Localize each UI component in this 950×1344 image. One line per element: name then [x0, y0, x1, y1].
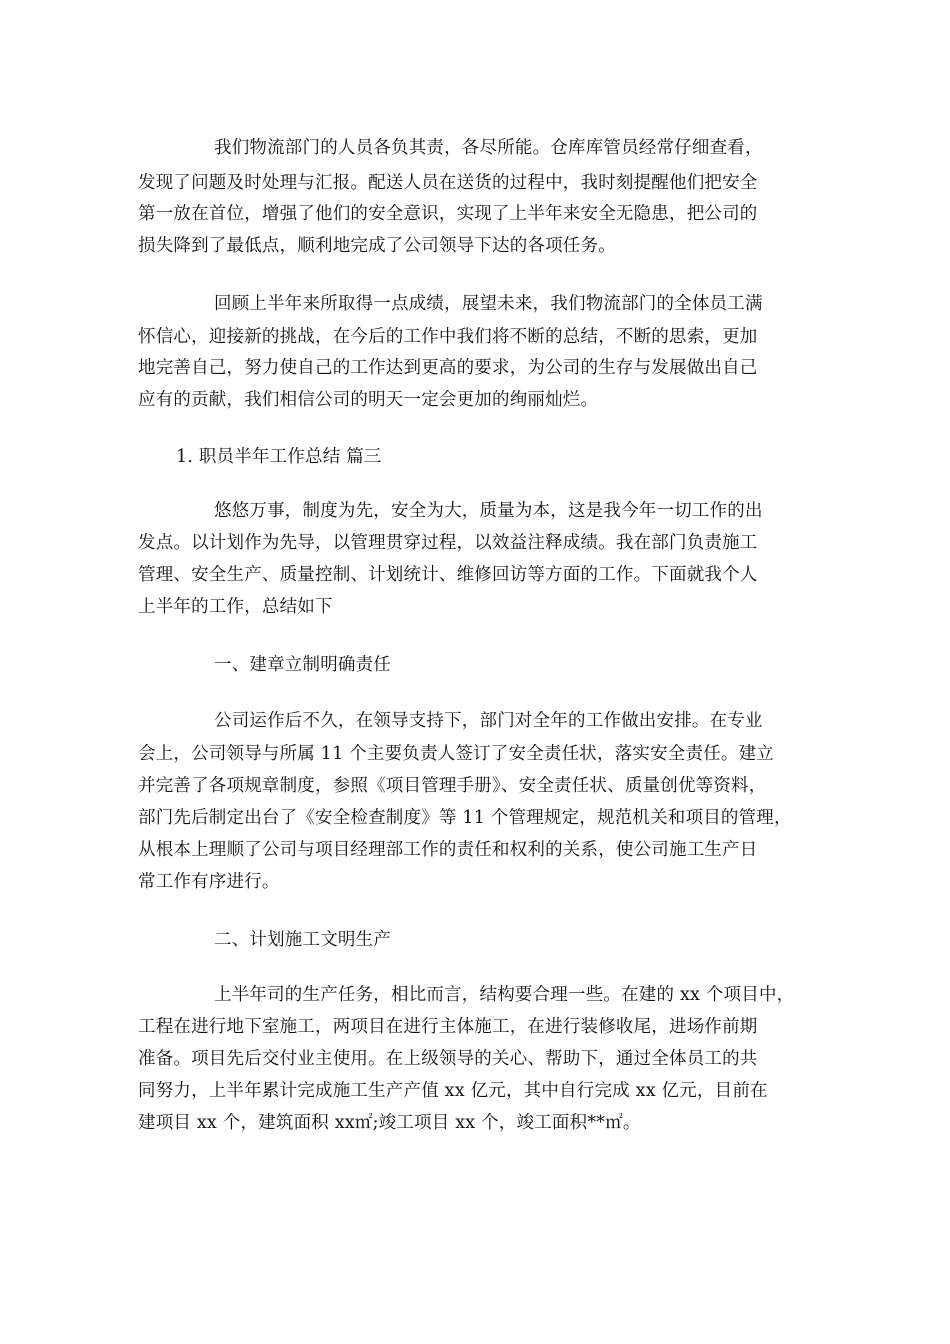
paragraph-1-line-4: 损失降到了最低点，顺利地完成了公司领导下达的各项任务。 — [138, 236, 616, 256]
section-heading-one: 一、建章立制明确责任 — [214, 655, 391, 675]
paragraph-2-line-4: 应有的贡献，我们相信公司的明天一定会更加的绚丽灿烂。 — [138, 390, 599, 410]
paragraph-5-line-4: 同努力，上半年累计完成施工生产产值 xx 亿元，其中自行完成 xx 亿元，目前在 — [138, 1081, 768, 1101]
paragraph-5-line-1: 上半年司的生产任务，相比而言，结构要合理一些。在建的 xx 个项目中， — [214, 985, 795, 1005]
paragraph-4-line-3: 并完善了各项规章制度，参照《项目管理手册》、安全责任状、质量创优等资料， — [138, 776, 767, 796]
paragraph-3-line-4: 上半年的工作，总结如下 — [138, 597, 333, 617]
paragraph-1-line-3: 第一放在首位，增强了他们的安全意识，实现了上半年来安全无隐患，把公司的 — [138, 204, 758, 224]
paragraph-5-line-5: 建项目 xx 个，建筑面积 xx㎡;竣工项目 xx 个，竣工面积**㎡。 — [138, 1113, 641, 1133]
paragraph-1-line-1: 我们物流部门的人员各负其责，各尽所能。仓库库管员经常仔细查看， — [214, 138, 763, 158]
paragraph-2-line-3: 地完善自己，努力使自己的工作达到更高的要求，为公司的生存与发展做出自己 — [138, 358, 758, 378]
paragraph-2-line-2: 怀信心，迎接新的挑战，在今后的工作中我们将不断的总结，不断的思索，更加 — [138, 327, 758, 347]
paragraph-4-line-5: 从根本上理顺了公司与项目经理部工作的责任和权利的关系，使公司施工生产日 — [138, 840, 758, 860]
paragraph-4-line-1: 公司运作后不久，在领导支持下，部门对全年的工作做出安排。在专业 — [214, 711, 763, 731]
section-heading-two: 二、计划施工文明生产 — [214, 930, 391, 950]
paragraph-5-line-2: 工程在进行地下室施工，两项目在进行主体施工，在进行装修收尾，进场作前期 — [138, 1017, 758, 1037]
paragraph-4-line-6: 常工作有序进行。 — [138, 872, 280, 892]
paragraph-3-line-1: 悠悠万事，制度为先，安全为大，质量为本，这是我今年一切工作的出 — [214, 501, 763, 521]
paragraph-4-line-2: 会上，公司领导与所属 11 个主要负责人签订了安全责任状，落实安全责任。建立 — [138, 744, 774, 764]
paragraph-2-line-1: 回顾上半年来所取得一点成绩，展望未来，我们物流部门的全体员工满 — [214, 294, 763, 314]
paragraph-3-line-3: 管理、安全生产、质量控制、计划统计、维修回访等方面的工作。下面就我个人 — [138, 565, 758, 585]
paragraph-3-line-2: 发点。以计划作为先导，以管理贯穿过程，以效益注释成绩。我在部门负责施工 — [138, 533, 758, 553]
paragraph-5-line-3: 准备。项目先后交付业主使用。在上级领导的关心、帮助下，通过全体员工的共 — [138, 1049, 758, 1069]
paragraph-1-line-2: 发现了问题及时处理与汇报。配送人员在送货的过程中，我时刻提醒他们把安全 — [138, 173, 758, 193]
paragraph-4-line-4: 部门先后制定出台了《安全检查制度》等 11 个管理规定，规范机关和项目的管理， — [138, 808, 792, 828]
section-heading-part-three: 1. 职员半年工作总结 篇三 — [176, 447, 382, 467]
